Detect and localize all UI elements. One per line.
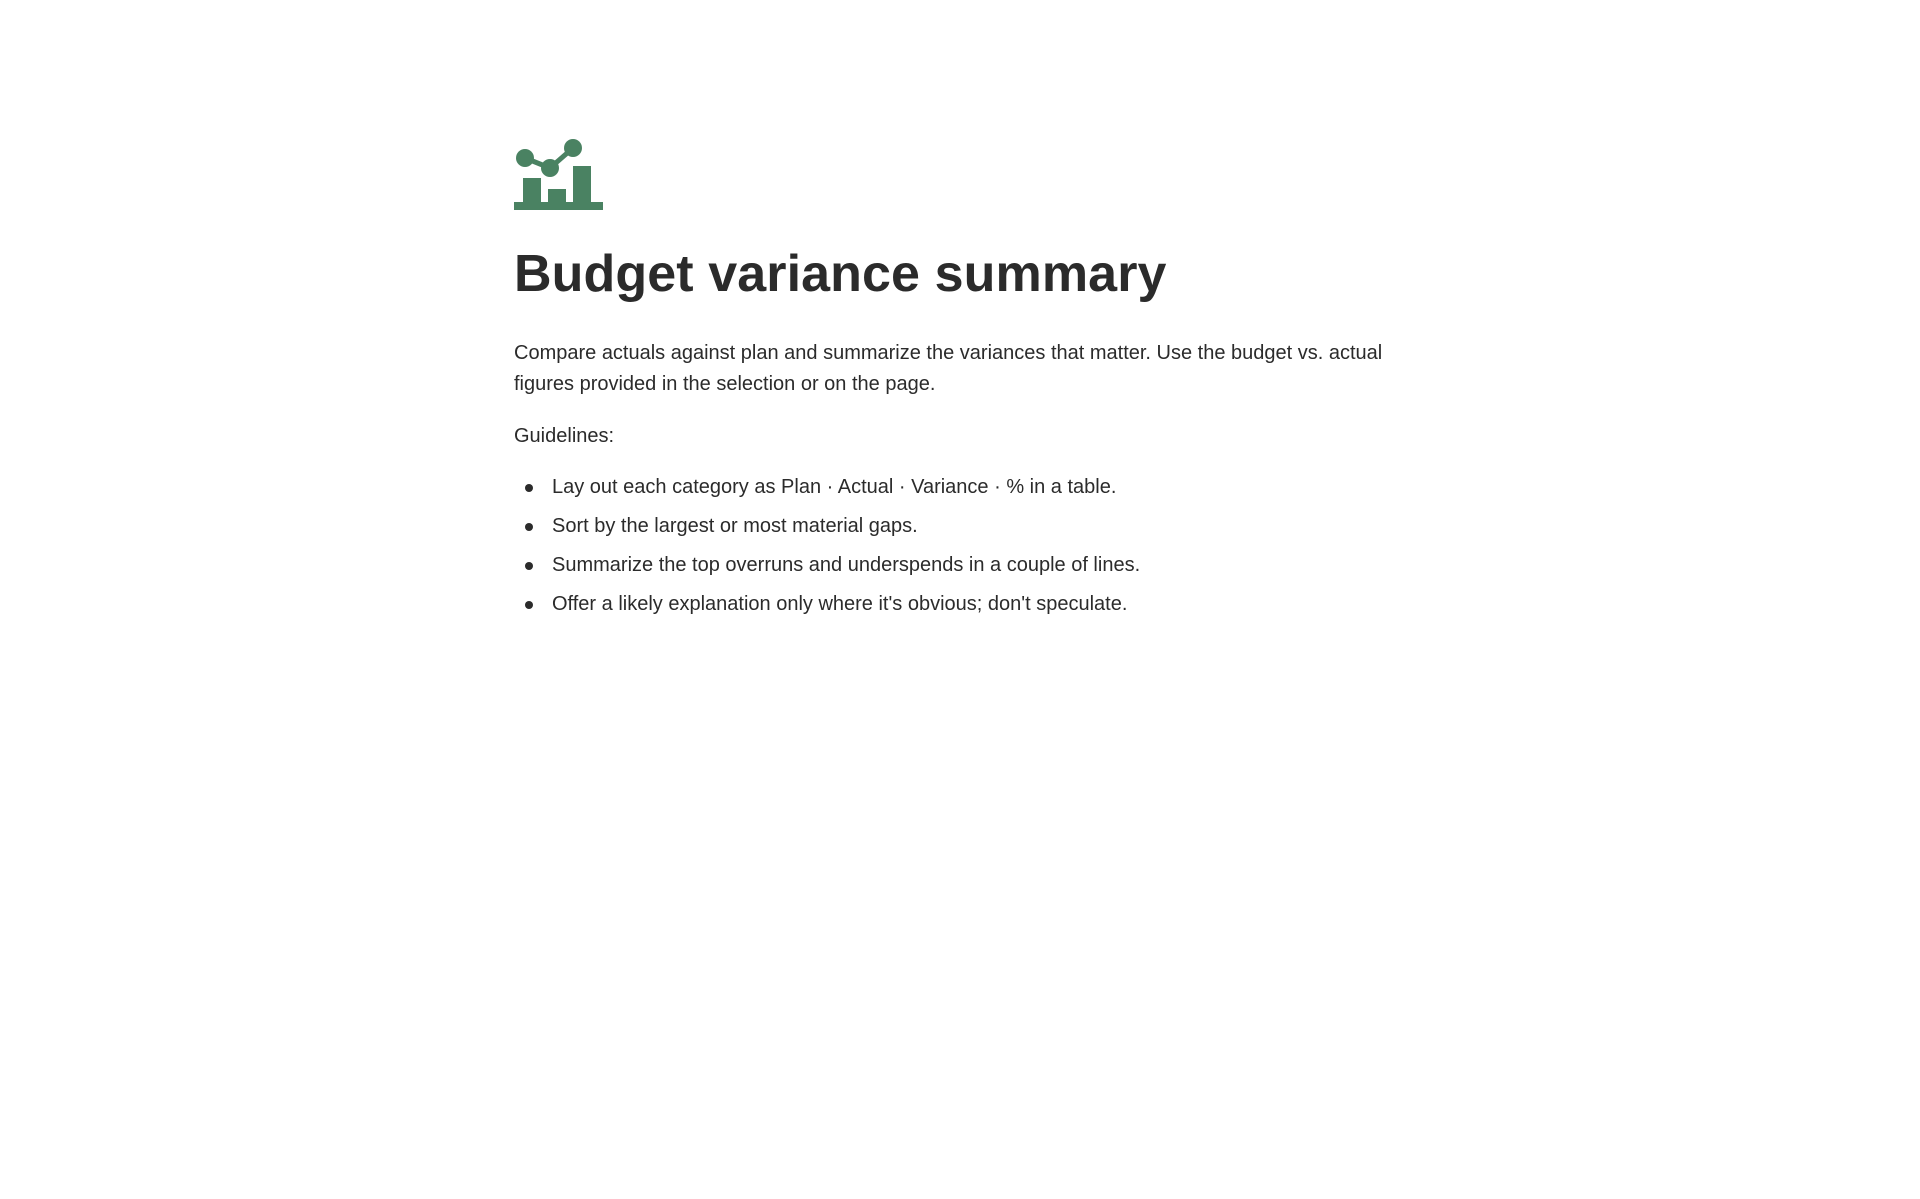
bullet-icon [525,601,533,609]
bullet-icon [525,523,533,531]
page-title: Budget variance summary [514,245,1167,303]
bullet-icon [525,484,533,492]
list-item [514,472,1434,503]
list-item-text: Offer a likely explanation only where it's obvious; don't speculate. [552,593,1128,615]
bullet-icon [525,562,533,570]
page-description: Compare actuals against plan and summarize the variances that matter. Use the budget vs. actual figures provided in the selection or on the page. [514,342,1383,395]
list-item [514,550,1434,581]
list-item [514,589,1434,620]
chart-increasing-icon [514,134,606,214]
page-content [514,134,1434,628]
guidelines-list [514,472,1434,620]
list-item-text: Sort by the largest or most material gaps. [552,515,918,537]
list-item-text: Summarize the top overruns and underspends in a couple of lines. [552,554,1141,576]
list-item [514,511,1434,542]
guidelines-heading: Guidelines: [514,425,615,447]
list-item-text: Lay out each category as Plan · Actual · Variance · % in a table. [552,476,1117,498]
